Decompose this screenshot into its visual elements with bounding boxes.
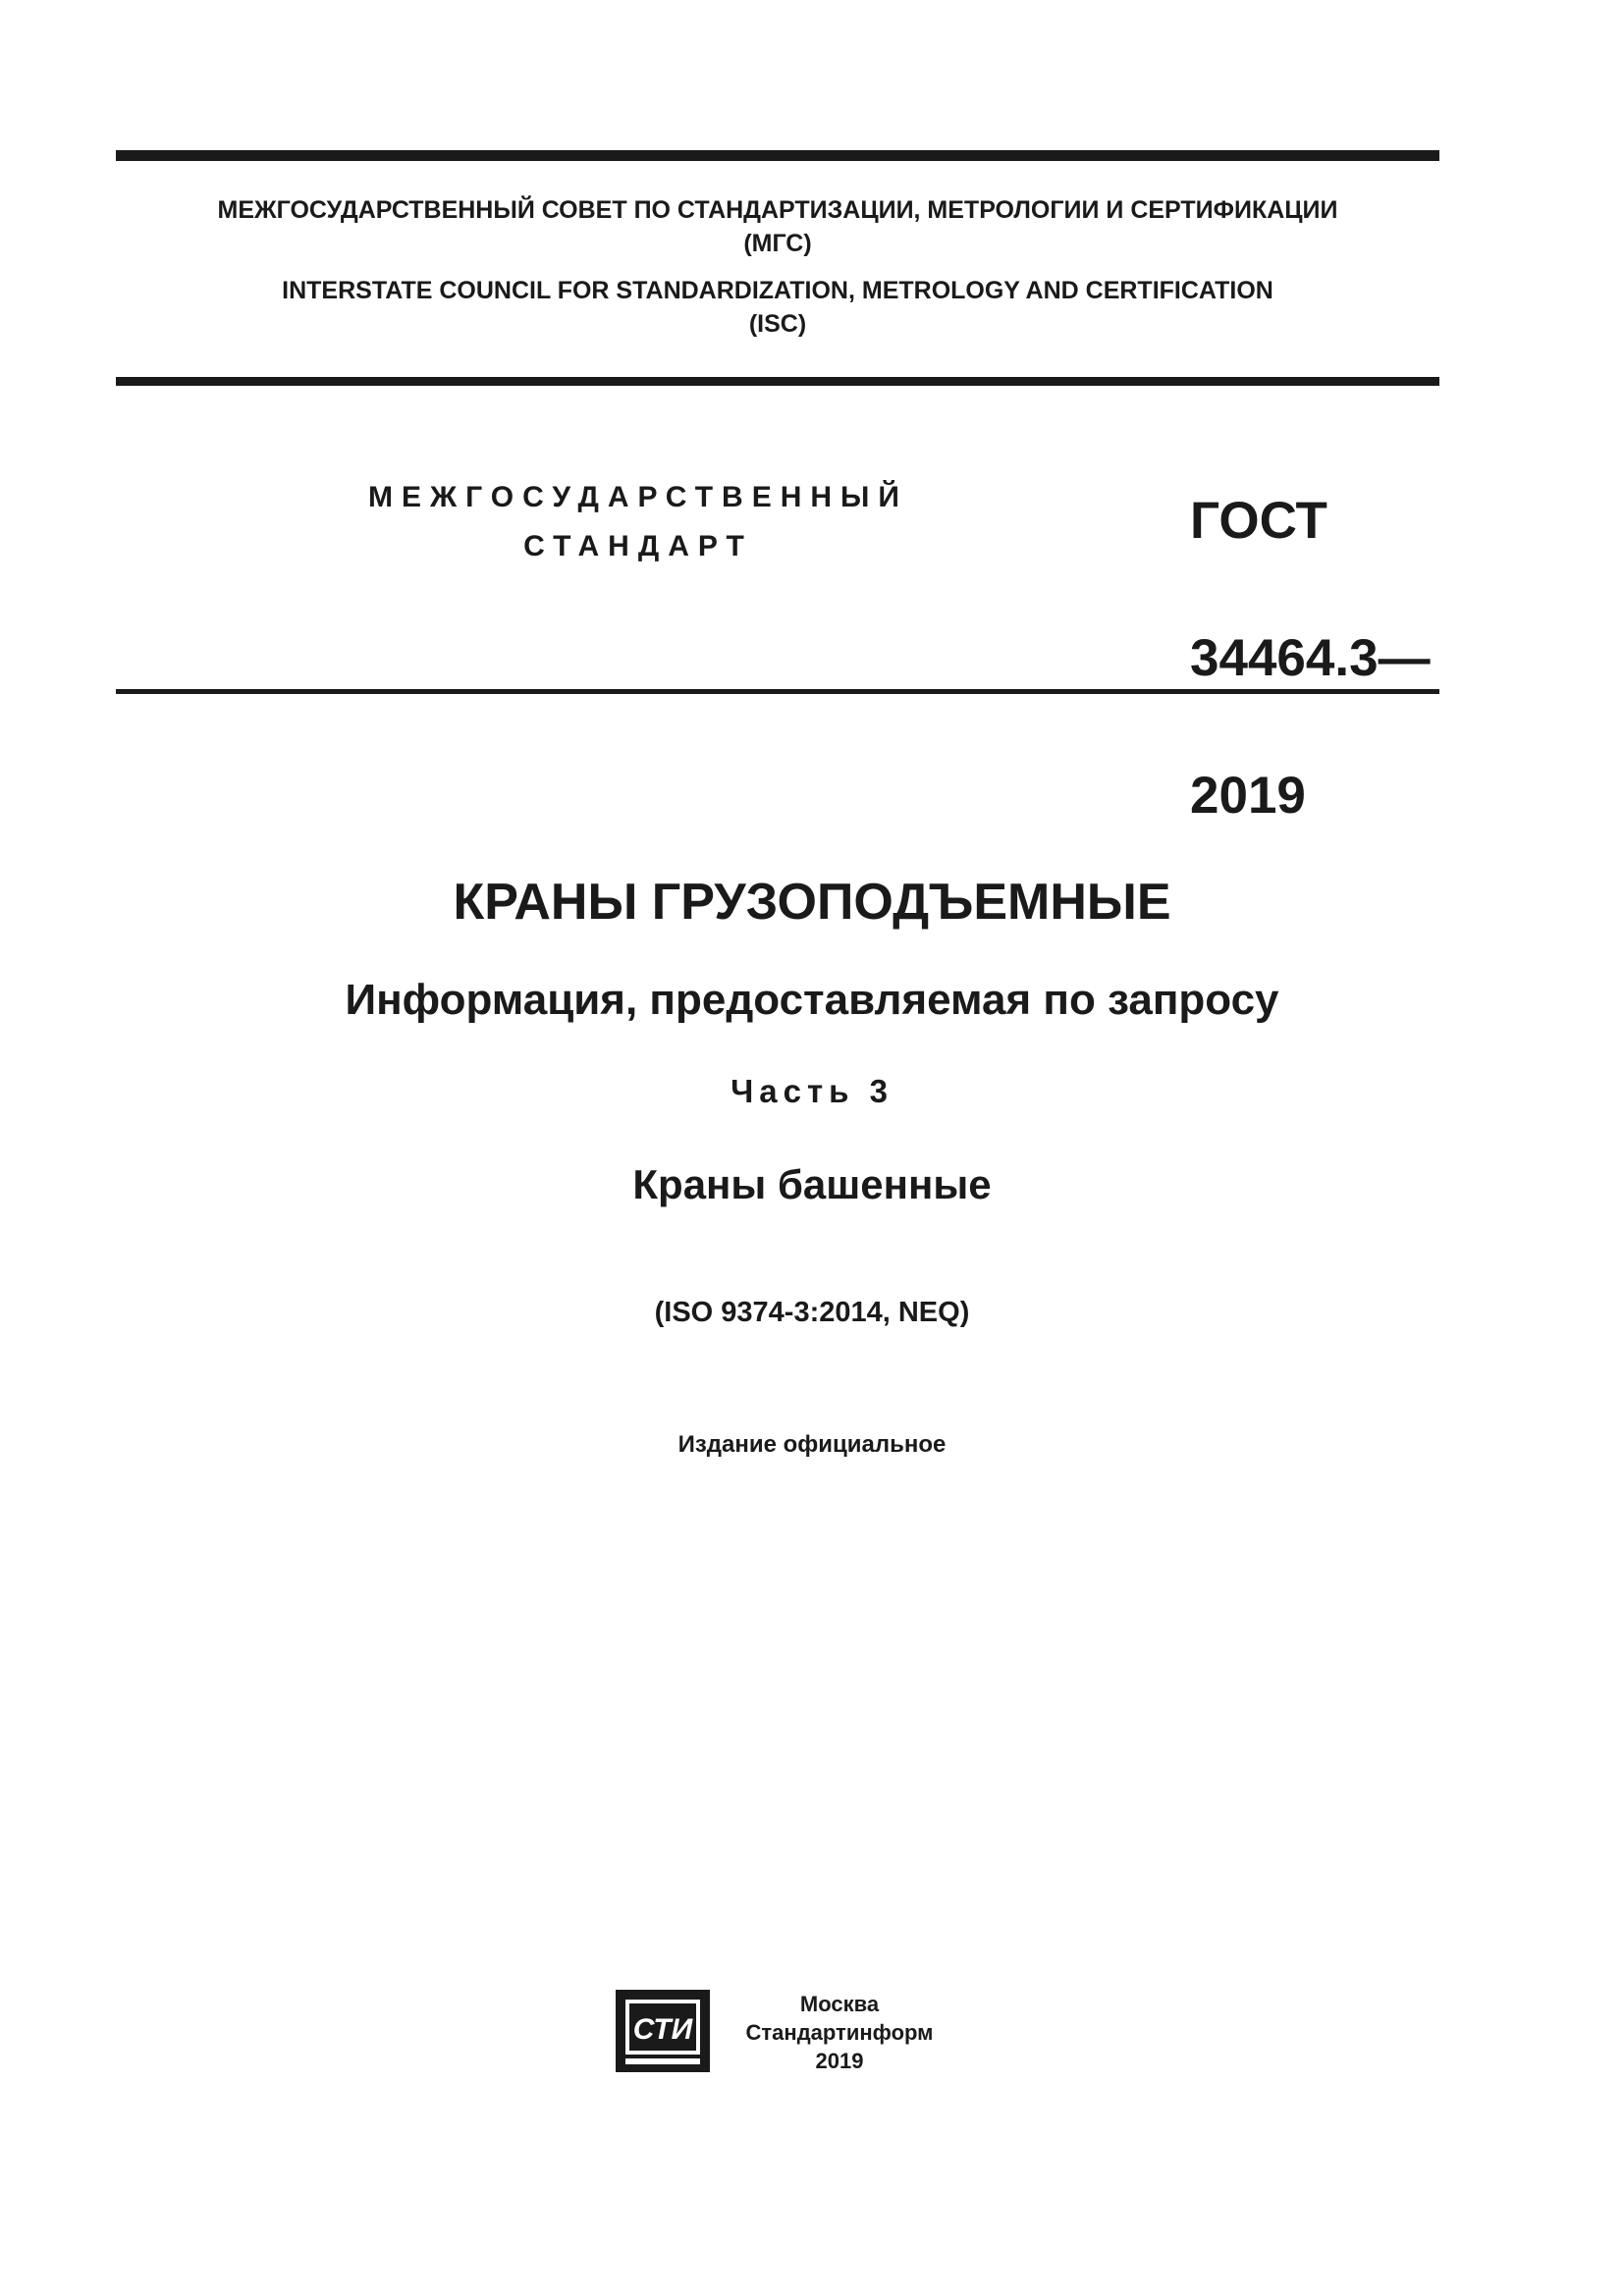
publisher-name: Стандартинформ — [745, 2020, 934, 2045]
standard-designation-line3: 2019 — [1190, 767, 1306, 825]
standard-kind-line2: СТАНДАРТ — [523, 530, 753, 562]
council-en-name: INTERSTATE COUNCIL FOR STANDARDIZATION, METROLOGY AND CERTIFICATION — [282, 277, 1273, 304]
middle-rule — [116, 377, 1439, 386]
standard-kind-line1: МЕЖГОСУДАРСТВЕННЫЙ — [368, 481, 908, 513]
council-en-abbr: (ISC) — [748, 310, 807, 338]
standard-designation-line1: ГОСТ — [1190, 492, 1327, 550]
document-part: Часть 3 — [731, 1073, 893, 1109]
document-subtitle: Информация, предоставляемая по запросу — [345, 976, 1279, 1024]
council-en-block — [116, 274, 1439, 341]
publisher-city: Москва — [799, 1992, 880, 2016]
document-title: КРАНЫ ГРУЗОПОДЪЕМНЫЕ — [453, 874, 1171, 931]
lower-rule — [116, 689, 1439, 694]
edition-note: Издание официальное — [677, 1431, 947, 1458]
council-ru-abbr: (МГС) — [743, 230, 812, 257]
logo-lettering: СТИ — [632, 2013, 693, 2046]
document-part-title: Краны башенные — [632, 1161, 992, 1207]
standard-designation-line2: 34464.3— — [1190, 629, 1431, 687]
council-ru-name: МЕЖГОСУДАРСТВЕННЫЙ СОВЕТ ПО СТАНДАРТИЗАЦИИ, МЕТРОЛОГИИ И СЕРТИФИКАЦИИ — [217, 196, 1338, 224]
iso-reference: (ISO 9374-3:2014, NEQ) — [654, 1297, 970, 1328]
top-rule — [116, 150, 1439, 161]
standartinform-logo-icon — [616, 1990, 710, 2072]
standard-kind — [295, 473, 982, 571]
publisher-block — [722, 1990, 957, 2075]
council-ru-block — [116, 193, 1439, 260]
standard-designation — [1190, 418, 1431, 899]
publisher-year: 2019 — [815, 2049, 864, 2073]
